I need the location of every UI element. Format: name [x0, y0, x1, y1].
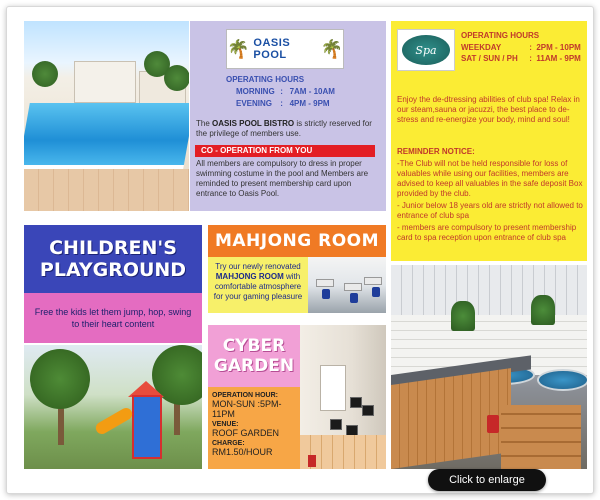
spa-hours-row: SAT / SUN / PH : 11AM - 9PM [461, 54, 581, 63]
oasis-logo-text: OASIS POOL [253, 37, 291, 61]
bin-shape [308, 455, 316, 467]
playground-description: Free the kids let them jump, hop, swing to their heart content [34, 307, 192, 329]
spa-intro: Enjoy the de-dtressing abilities of club spa! Relax in our steam,sauna or jacuzzi, the best place to de-stress and re-energize your body, mind and soul! [397, 95, 580, 124]
reminder-notice: - members are compulsory to present membership card to spa reception upon entrance of club spa [397, 223, 577, 242]
click-to-enlarge-button[interactable]: Click to enlarge [428, 469, 546, 491]
mahjong-title-panel [208, 225, 386, 257]
playground-title-panel [24, 225, 202, 293]
tree-shape [30, 349, 90, 409]
palm-tree-icon: 🌴 [227, 39, 250, 59]
club-spa-logo [397, 29, 455, 71]
computer-shape [330, 419, 342, 430]
oasis-hours-row: EVENING : 4PM - 9PM [236, 99, 330, 108]
tree-shape [32, 61, 58, 87]
cyber-garden-title-panel [208, 325, 300, 387]
jacuzzi-shape [537, 369, 587, 391]
coop-text: All members are compulsory to dress in proper swimming costume in the pool and Members are reminded to present membership card upon entrance to Oasis Pool. [196, 159, 369, 198]
cyber-garden-photo [300, 325, 386, 469]
spa-hours-row: WEEKDAY : 2PM - 10PM [461, 43, 581, 52]
playground-desc-panel [24, 293, 202, 343]
pool-deck [24, 169, 189, 211]
facilities-board [6, 6, 594, 494]
reminder-title: REMINDER NOTICE: [397, 147, 475, 156]
building-shape [74, 61, 136, 103]
mahjong-title: MAHJONG ROOM [214, 231, 380, 251]
plant-shape [451, 301, 475, 331]
oasis-hours-title: OPERATING HOURS [226, 75, 305, 84]
mahjong-photo [308, 257, 386, 313]
computer-shape [362, 405, 374, 416]
mahjong-desc-panel: Try our newly renovated MAHJONG ROOM with comfortable atmosphere for your gaming pleasure [208, 257, 308, 313]
plant-shape [531, 295, 555, 325]
chair-shape [350, 293, 358, 303]
pool-photo [24, 21, 189, 211]
palm-tree-icon: 🌴 [320, 39, 343, 59]
bin-shape [487, 415, 499, 433]
spa-logo-oval: Spa [402, 35, 450, 65]
cyber-garden-title: CYBER GARDEN [213, 336, 295, 376]
playground-photo [24, 345, 202, 469]
slide-shape [94, 406, 135, 436]
playground-title: CHILDREN'S PLAYGROUND [39, 237, 187, 281]
oasis-hours-row: MORNING : 7AM - 10AM [236, 87, 335, 96]
cyber-garden-info: OPERATION HOUR: MON-SUN :5PM-11PM VENUE: ROOF GARDEN CHARGE: RM1.50/HOUR [208, 387, 300, 469]
table-shape [316, 279, 334, 287]
computer-shape [350, 397, 362, 408]
table-shape [364, 277, 382, 285]
reminder-notice: -The Club will not be held responsible for loss of valuables while using our facilities, members are advised to keep all valuables in the safe deposit Box provided by the club. [397, 159, 583, 198]
oasis-pool-panel [190, 21, 386, 211]
club-spa-panel [391, 21, 587, 261]
coop-heading: CO - OPERATION FROM YOU [195, 145, 375, 157]
ceiling-shape [391, 265, 587, 315]
spa-hours-title: OPERATING HOURS [461, 31, 540, 40]
table-shape [344, 283, 362, 291]
pool-water [24, 103, 189, 169]
spa-photo [391, 265, 587, 469]
chair-shape [322, 289, 330, 299]
bistro-notice: The OASIS POOL BISTRO is strictly reserved for the privilege of members use. [196, 119, 372, 138]
tree-shape [164, 65, 189, 91]
steps-shape [501, 405, 581, 469]
window-shape [320, 365, 346, 411]
playhouse-tower [132, 395, 162, 459]
reminder-notice: - Junior below 18 years old are strictly not allowed to entrance of club spa [397, 201, 583, 220]
oasis-pool-logo [226, 29, 344, 69]
chair-shape [372, 287, 380, 297]
